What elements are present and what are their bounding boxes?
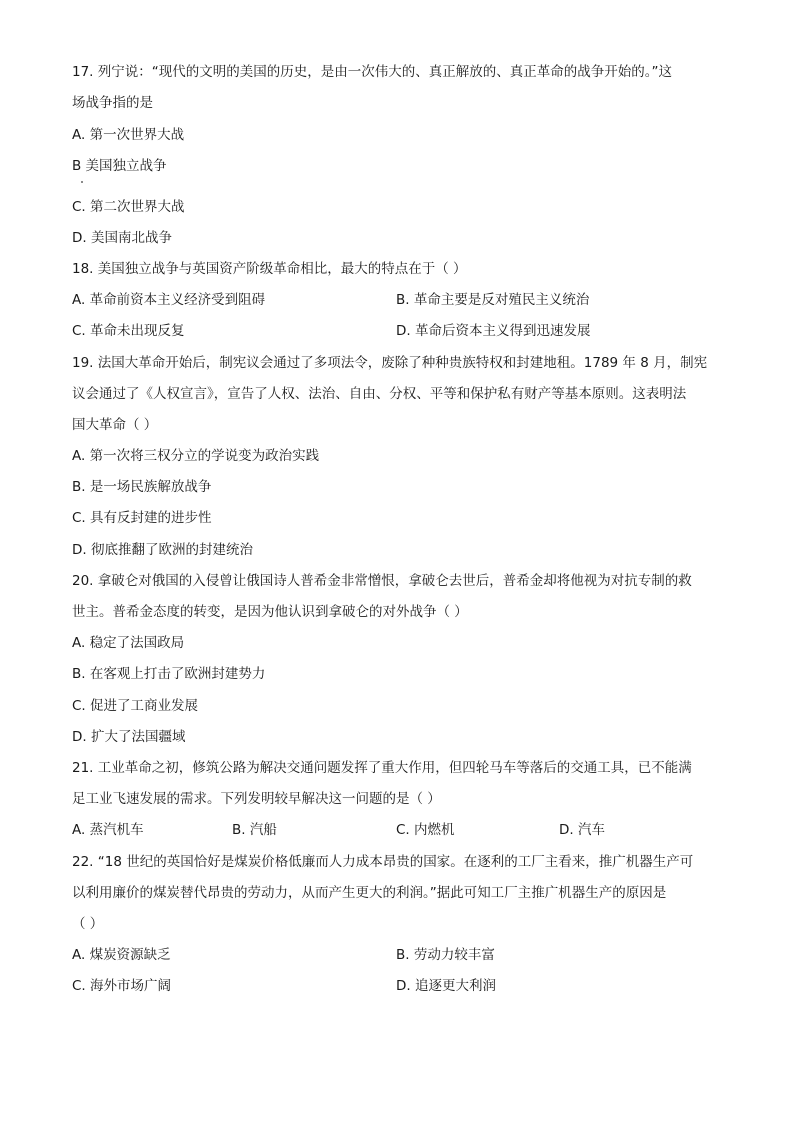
q21-option-a: A. 蒸汽机车 <box>72 822 144 838</box>
q17-option-c: C. 第二次世界大战 <box>72 199 185 215</box>
q17-option-d: D. 美国南北战争 <box>72 230 172 246</box>
q19-option-a: A. 第一次将三权分立的学说变为政治实践 <box>72 448 320 464</box>
q22-option-b: B. 劳动力较丰富 <box>396 947 495 963</box>
q17-option-b: B 美国独立战争 <box>72 158 167 174</box>
q17-stem-line-2: 场战争指的是 <box>72 95 153 111</box>
q17-stem-line-1: 17. 列宁说：“现代的文明的美国的历史，是由一次伟大的、真正解放的、真正革命的战争开始的。”这 <box>72 64 672 80</box>
q20-stem-line-1: 20. 拿破仑对俄国的入侵曾让俄国诗人普希金非常憎恨，拿破仑去世后，普希金却将他视为对抗专制的救 <box>72 573 692 589</box>
q20-option-a: A. 稳定了法国政局 <box>72 635 185 651</box>
q22-stem-line-1: 22. “18 世纪的英国恰好是煤炭价格低廉而人力成本昂贵的国家。在逐利的工厂主看来，推广机器生产可 <box>72 854 694 870</box>
q20-option-d: D. 扩大了法国疆域 <box>72 729 186 745</box>
q18-option-c: C. 革命未出现反复 <box>72 323 185 339</box>
q17-option-a: A. 第一次世界大战 <box>72 127 185 143</box>
q21-option-d: D. 汽车 <box>559 822 605 838</box>
q22-stem-line-3: （ ） <box>72 916 104 932</box>
q19-stem-line-2: 议会通过了《人权宣言》，宣告了人权、法治、自由、分权、平等和保护私有财产等基本原则。这表明法 <box>72 386 687 402</box>
q21-option-b: B. 汽船 <box>232 822 277 838</box>
q21-option-c: C. 内燃机 <box>396 822 455 838</box>
q18-option-d: D. 革命后资本主义得到迅速发展 <box>396 323 591 339</box>
q18-option-a: A. 革命前资本主义经济受到阻碍 <box>72 292 266 308</box>
q21-stem-line-1: 21. 工业革命之初，修筑公路为解决交通问题发挥了重大作用，但四轮马车等落后的交通工具，已不能满 <box>72 760 692 776</box>
q20-option-b: B. 在客观上打击了欧洲封建势力 <box>72 666 266 682</box>
q19-stem-line-1: 19. 法国大革命开始后，制宪议会通过了多项法令，废除了种种贵族特权和封建地租。1789 年 8 月，制宪 <box>72 355 708 371</box>
q18-option-b: B. 革命主要是反对殖民主义统治 <box>396 292 590 308</box>
q19-option-d: D. 彻底推翻了欧洲的封建统治 <box>72 542 253 558</box>
q21-stem-line-2: 足工业飞速发展的需求。下列发明较早解决这一问题的是（ ） <box>72 791 441 807</box>
q19-stem-line-3: 国大革命（ ） <box>72 417 158 433</box>
q18-stem-line-1: 18. 美国独立战争与英国资产阶级革命相比，最大的特点在于（ ） <box>72 261 467 277</box>
q20-stem-line-2: 世主。普希金态度的转变，是因为他认识到拿破仑的对外战争（ ） <box>72 604 468 620</box>
q22-option-a: A. 煤炭资源缺乏 <box>72 947 171 963</box>
q22-stem-line-2: 以利用廉价的煤炭替代昂贵的劳动力，从而产生更大的利润。”据此可知工厂主推广机器生产的原因是 <box>72 885 667 901</box>
q19-option-c: C. 具有反封建的进步性 <box>72 510 212 526</box>
q22-option-c: C. 海外市场广阔 <box>72 978 172 994</box>
q22-option-d: D. 追逐更大利润 <box>396 978 496 994</box>
stray-dot <box>81 181 83 183</box>
q20-option-c: C. 促进了工商业发展 <box>72 698 199 714</box>
q19-option-b: B. 是一场民族解放战争 <box>72 479 212 495</box>
